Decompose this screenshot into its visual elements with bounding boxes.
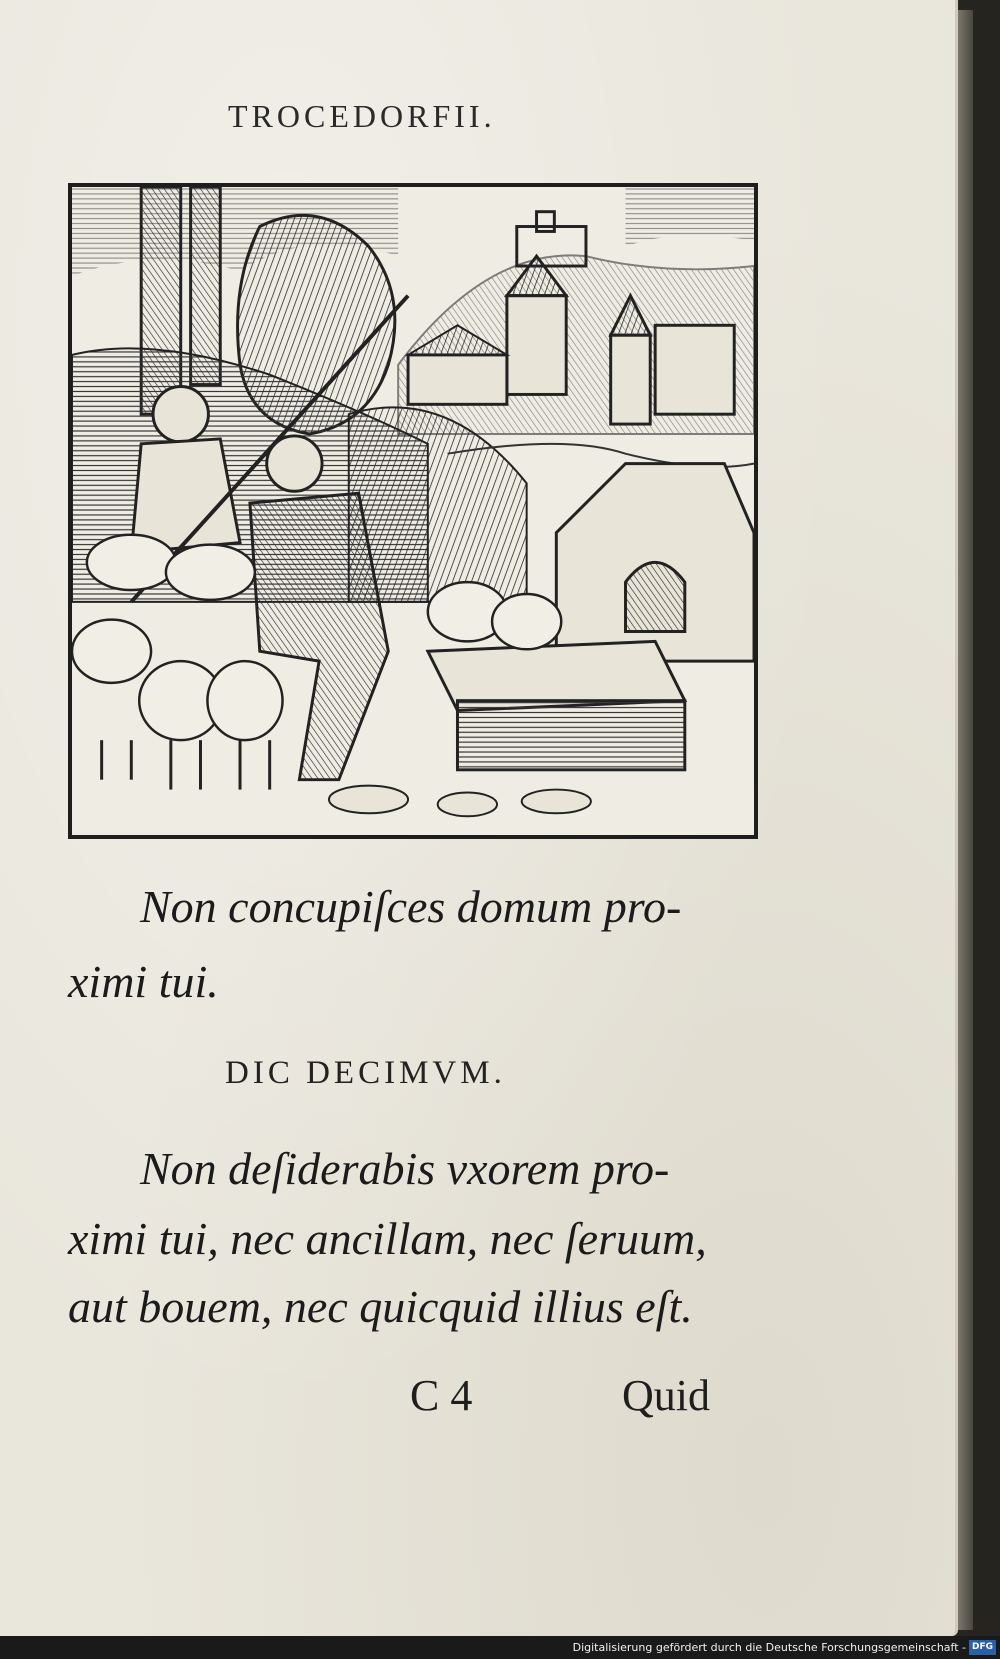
dfg-logo-icon: DFG bbox=[969, 1640, 996, 1655]
verse-line-4: ximi tui, nec ancillam, nec ſeruum, bbox=[68, 1213, 707, 1264]
running-head: TROCEDORFII. bbox=[228, 98, 496, 134]
verse-line-2: ximi tui. bbox=[68, 956, 219, 1007]
woodcut-illustration bbox=[68, 183, 758, 839]
section-heading: DIC DECIMVM. bbox=[225, 1055, 506, 1091]
verse-line-3: Non deſiderabis vxorem pro- bbox=[140, 1143, 670, 1194]
woodcut-shepherd-scene-icon bbox=[72, 187, 754, 835]
verse-line-5: aut bouem, nec quicquid illius eſt. bbox=[68, 1281, 693, 1332]
verse-line-1: Non concupiſces domum pro- bbox=[140, 881, 682, 932]
signature-mark: C 4 bbox=[410, 1371, 473, 1420]
catchword: Quid bbox=[622, 1371, 710, 1420]
digitization-credit: Digitalisierung gefördert durch die Deutsche Forschungsgemeinschaft - bbox=[572, 1641, 966, 1654]
